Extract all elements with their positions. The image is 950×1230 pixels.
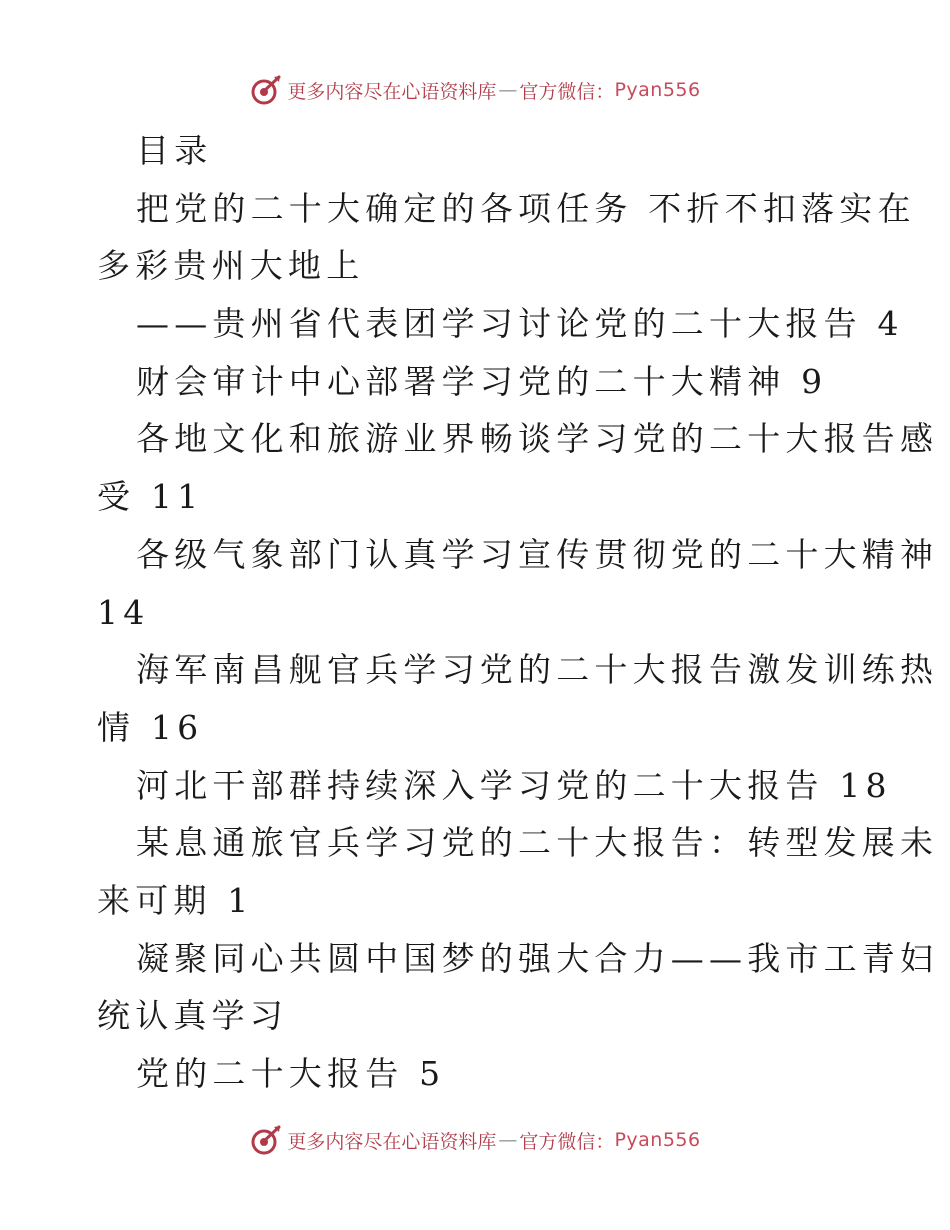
header-watermark [0,70,950,110]
toc-line: 14 [97,592,150,632]
toc-line: 各地文化和旅游业界畅谈学习党的二十大报告感 [136,419,939,459]
wechat-id: Pyan556 [614,79,701,101]
logo-icon [249,73,283,107]
toc-line: 受 11 [97,477,204,517]
toc-line: 海军南昌舰官兵学习党的二十大报告激发训练热 [136,650,939,690]
toc-line: 凝聚同心共圆中国梦的强大合力——我市工青妇 [136,938,939,978]
separator: — [498,79,518,101]
logo-icon [249,1123,283,1157]
toc-line: 各级气象部门认真学习宣传贯彻党的二十大精神 [136,534,939,574]
wechat-label: 官方微信： [519,80,615,103]
toc-line: ——贵州省代表团学习讨论党的二十大报告 4 [136,304,904,344]
toc-line: 把党的二十大确定的各项任务 不折不扣落实在 [136,188,916,228]
separator: — [498,1129,518,1151]
wechat-label: 官方微信： [519,1130,615,1153]
toc-line: 河北干部群持续深入学习党的二十大报告 18 [136,765,892,805]
wechat-id: Pyan556 [614,1129,701,1151]
toc-line: 党的二十大报告 5 [136,1054,446,1093]
toc-line: 来可期 1 [97,880,254,920]
toc-line: 某息通旅官兵学习党的二十大报告：转型发展未 [136,823,939,863]
promo-text: 更多内容尽在心语资料库 [287,1130,497,1153]
toc-line: 情 16 [97,707,204,747]
footer-watermark [0,1120,950,1160]
toc-line: 多彩贵州大地上 [97,246,365,286]
toc-title: 目录 [136,131,213,170]
toc-line: 统认真学习 [97,996,288,1036]
document-body [97,122,939,1103]
promo-text: 更多内容尽在心语资料库 [287,80,497,103]
toc-line: 财会审计中心部署学习党的二十大精神 9 [136,361,828,401]
